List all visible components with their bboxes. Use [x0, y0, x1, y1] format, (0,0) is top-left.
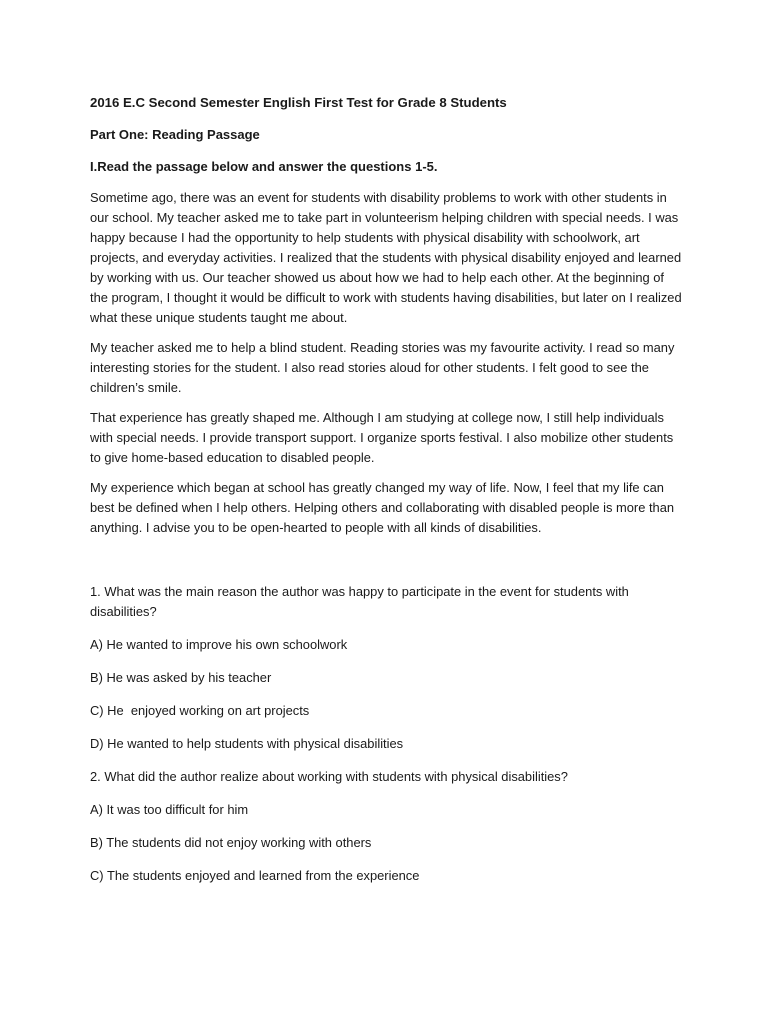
section-spacer: [90, 548, 682, 582]
passage-paragraph-3: That experience has greatly shaped me. Although I am studying at college now, I still help individuals with special needs. I provide transport support. I organize sports festival. I also mobilize other students to give home-based education to disabled people.: [90, 410, 674, 465]
question-2-option-c: C) The students enjoyed and learned from the experience: [90, 868, 420, 883]
question-1-text: 1. What was the main reason the author was happy to participate in the event for students with disabilities?: [90, 584, 629, 619]
question-2-option-b: B) The students did not enjoy working with others: [90, 835, 372, 850]
question-2: [90, 767, 682, 886]
question-1: [90, 582, 682, 754]
instruction-text: I.Read the passage below and answer the questions 1-5.: [90, 159, 438, 174]
question-2-option-a: A) It was too difficult for him: [90, 802, 249, 817]
question-1-option-b: B) He was asked by his teacher: [90, 670, 272, 685]
question-1-option-d: D) He wanted to help students with physical disabilities: [90, 736, 404, 751]
question-2-text: 2. What did the author realize about working with students with physical disabilities?: [90, 769, 568, 784]
reading-passage: [90, 188, 682, 538]
document-title: 2016 E.C Second Semester English First Test for Grade 8 Students: [90, 95, 507, 110]
document-page: [90, 94, 682, 899]
part-heading: Part One: Reading Passage: [90, 127, 260, 142]
question-1-option-a: A) He wanted to improve his own schoolwork: [90, 637, 348, 652]
passage-paragraph-2: My teacher asked me to help a blind student. Reading stories was my favourite activity. I read so many interesting stories for the student. I also read stories aloud for other students. I felt good to see the children’s smile.: [90, 340, 675, 395]
passage-paragraph-4: My experience which began at school has greatly changed my way of life. Now, I feel that my life can best be defined when I help others. Helping others and collaborating with disabled people is more than anything. I advise you to be open-hearted to people with all kinds of disabilities.: [90, 480, 675, 535]
question-1-option-c: C) He enjoyed working on art projects: [90, 703, 310, 718]
passage-paragraph-1: Sometime ago, there was an event for students with disability problems to work with other students in our school. My teacher asked me to take part in volunteerism helping children with special needs. I was happy because I had the opportunity to help students with physical disability with schoolwork, art projects, and everyday activities. I realized that the students with physical disability enjoyed and learned by working with us. Our teacher showed us about how we had to help each other. At the beginning of the program, I thought it would be difficult to work with students having disabilities, but later on I realized what these unique students taught me about.: [90, 190, 682, 325]
